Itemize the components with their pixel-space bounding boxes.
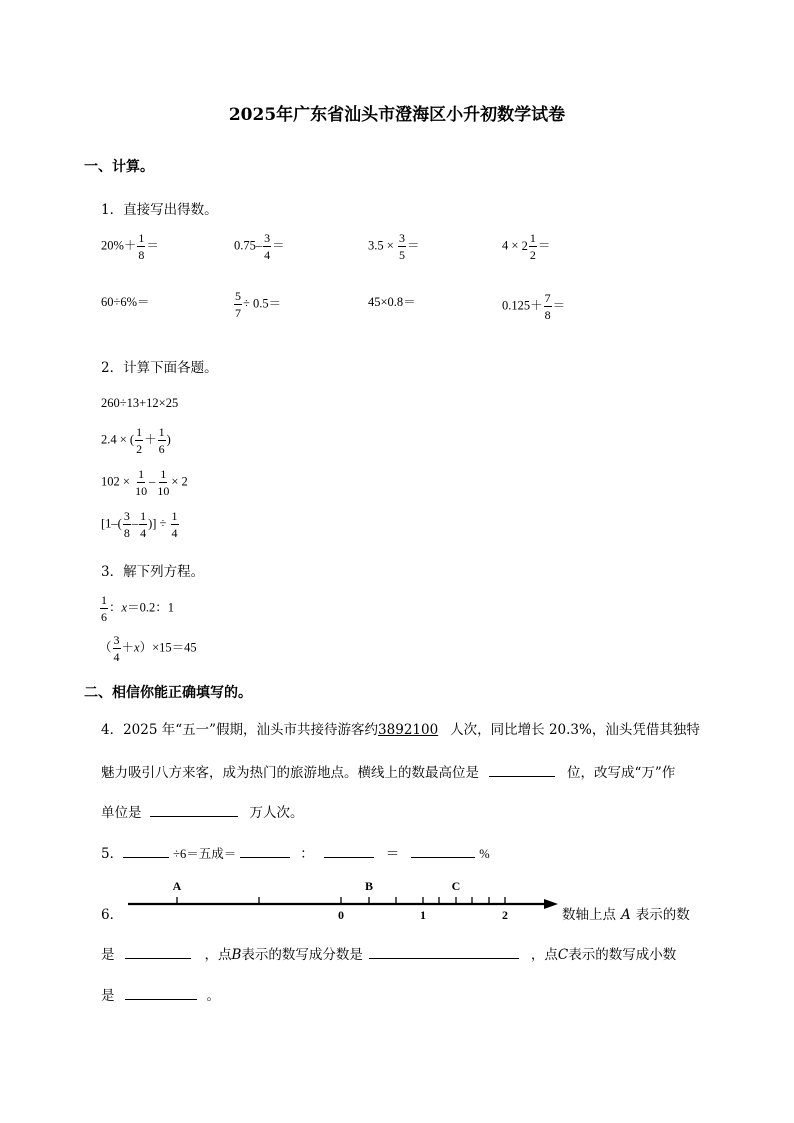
expr-text: 2.4 × ( — [101, 432, 135, 447]
answer-blank-ratio-second[interactable] — [324, 845, 374, 858]
answer-blank-percent[interactable] — [411, 845, 475, 858]
q2-problem-1: 260÷13+12×25 — [101, 396, 179, 410]
numerator: 1 — [136, 425, 143, 439]
denominator: 6 — [101, 610, 107, 624]
mixed-number — [522, 232, 538, 261]
q4-text: 单位是 — [101, 805, 142, 821]
fraction — [234, 290, 242, 319]
numerator: 1 — [171, 509, 178, 523]
numerator: 3 — [113, 633, 120, 647]
q1-expression-5: 60÷6%＝ — [101, 295, 150, 309]
expr-text: ）×15＝45 — [139, 640, 197, 655]
q5-text: ÷6＝五成＝ — [173, 847, 237, 861]
q4-text: 万人次。 — [249, 805, 304, 821]
q1-expression-1 — [101, 232, 159, 261]
expr-text: × 2 — [171, 474, 188, 489]
whole-part: 2 — [521, 239, 528, 253]
fraction — [134, 468, 148, 497]
q6-text: 表示的数写成小数 — [568, 947, 677, 963]
fraction — [137, 232, 145, 261]
expr-text: 4 × — [502, 238, 522, 253]
expr-text: （ — [99, 640, 112, 655]
q4-text: 位，改写成“万”作 — [567, 765, 676, 781]
expr-text: – — [149, 474, 156, 489]
q6-text: 表示的数写成分数是 — [241, 947, 363, 963]
fraction — [123, 510, 131, 539]
expr-text: 102 × — [101, 474, 134, 489]
fraction — [529, 232, 537, 261]
point-label-a: A — [172, 879, 182, 893]
q1-expression-4 — [502, 232, 550, 261]
denominator: 10 — [157, 484, 170, 498]
arrowhead-icon — [544, 899, 558, 909]
numerator: 5 — [235, 289, 241, 303]
expr-text: 3.5 × — [368, 238, 397, 253]
denominator: 8 — [138, 248, 145, 262]
fraction — [398, 232, 406, 261]
fraction — [158, 426, 166, 455]
question-6-line-3 — [101, 987, 220, 1004]
fraction — [544, 292, 552, 321]
numerator: 1 — [140, 509, 147, 523]
expr-text: 0.125＋ — [502, 298, 543, 313]
variable: x — [121, 600, 128, 615]
denominator: 2 — [529, 248, 536, 262]
q2-problem-2 — [101, 426, 171, 455]
numerator: 3 — [398, 231, 405, 245]
question-1-label: 1．直接写出得数。 — [101, 202, 218, 218]
expr-text: [1–( — [101, 516, 122, 531]
question-4-line-1 — [101, 724, 700, 738]
q6-text: 是 — [101, 947, 115, 963]
q5-text: ＝ — [385, 846, 400, 862]
denominator: 10 — [135, 484, 148, 498]
point-label-c: C — [451, 879, 461, 893]
section-heading-calculation: 一、计算。 — [84, 159, 154, 175]
numerator: 1 — [138, 467, 145, 481]
denominator: 6 — [158, 442, 165, 456]
question-3-label: 3．解下列方程。 — [101, 564, 205, 580]
q6-text: 是 — [101, 988, 115, 1004]
denominator: 4 — [140, 526, 147, 540]
q4-text: 人次，同比增长 20.3%，汕头凭借其独特 — [450, 722, 700, 738]
variable: x — [134, 640, 140, 655]
q1-expression-2 — [234, 232, 285, 261]
variable: C — [557, 947, 569, 963]
numerator: 1 — [160, 467, 167, 481]
fraction — [156, 468, 170, 497]
question-6-line-1 — [562, 909, 690, 923]
expr-text: ＋ — [144, 432, 157, 447]
denominator: 4 — [264, 248, 271, 262]
q4-text: 魅力吸引八方来客，成为热门的旅游地点。横线上的数最高位是 — [101, 765, 479, 781]
q1-expression-6 — [233, 290, 281, 319]
q6-text: 表示的数 — [635, 907, 690, 923]
expr-text: ) — [166, 432, 171, 447]
numerator: 3 — [264, 231, 271, 245]
answer-blank-highest-place[interactable] — [489, 764, 555, 777]
question-6-line-2 — [101, 946, 676, 963]
expr-text: ＋ — [121, 640, 135, 655]
denominator: 7 — [235, 306, 241, 320]
page-title: 2025年广东省汕头市澄海区小升初数学试卷 — [228, 105, 566, 125]
q3-equation-1 — [99, 594, 174, 623]
expr-text: 0.75– — [234, 238, 263, 253]
denominator: 8 — [123, 526, 130, 540]
numerator: 1 — [101, 593, 107, 607]
answer-blank-ratio-first[interactable] — [240, 845, 290, 858]
denominator: 8 — [544, 308, 551, 322]
q1-expression-8 — [502, 292, 565, 321]
section-heading-fill-in: 二、相信你能正确填写的。 — [84, 685, 252, 701]
fraction — [171, 510, 179, 539]
fraction — [113, 634, 121, 663]
question-6-number: 6． — [101, 907, 124, 923]
denominator: 5 — [398, 248, 405, 262]
underlined-number: 3892100 — [378, 722, 439, 738]
expr-text: ： — [109, 600, 122, 615]
question-2-label: 2．计算下面各题。 — [101, 360, 218, 376]
expr-text: )] ÷ — [148, 516, 170, 531]
denominator: 4 — [113, 650, 120, 664]
numerator: 7 — [544, 291, 551, 305]
expr-text: ＝ — [406, 238, 420, 253]
denominator: 2 — [136, 442, 143, 456]
q1-expression-7: 45×0.8＝ — [368, 295, 416, 309]
numerator: 3 — [123, 509, 130, 523]
numerator: 1 — [529, 231, 536, 245]
q6-text: 数轴上点 — [562, 907, 616, 923]
numerator: 1 — [158, 425, 165, 439]
fraction — [139, 510, 147, 539]
expr-text: ÷ 0.5＝ — [243, 296, 282, 311]
q2-problem-3 — [101, 468, 188, 497]
q5-text: ： — [300, 846, 314, 862]
point-label-b: B — [364, 879, 374, 893]
q6-text: ，点 — [204, 947, 232, 963]
tick-label-0: 0 — [338, 908, 344, 922]
variable: B — [231, 947, 242, 963]
q3-equation-2 — [99, 634, 197, 663]
q6-text: ，点 — [530, 947, 558, 963]
denominator: 4 — [171, 526, 178, 540]
answer-blank-ten-thousands[interactable] — [150, 804, 238, 817]
question-4-line-2 — [101, 764, 675, 781]
tick-label-1: 1 — [420, 908, 426, 922]
answer-blank-point-c[interactable] — [125, 987, 197, 1000]
fraction — [263, 232, 271, 261]
expr-text: ＝ — [552, 298, 566, 313]
question-4-line-3 — [101, 804, 304, 821]
answer-blank-point-b[interactable] — [369, 946, 519, 959]
number-line — [120, 872, 560, 922]
q5-text: % — [479, 847, 490, 861]
question-5-line — [101, 845, 490, 862]
q1-expression-3 — [368, 232, 419, 261]
answer-blank-point-a[interactable] — [125, 946, 191, 959]
answer-blank-dividend[interactable] — [123, 845, 169, 858]
expr-text: ＝ — [146, 238, 159, 253]
q2-problem-4 — [101, 510, 180, 539]
q4-text: 4．2025 年“五一”假期，汕头市共接待游客约 — [101, 722, 379, 738]
fraction — [100, 594, 108, 623]
tick-label-2: 2 — [502, 908, 508, 922]
fraction — [135, 426, 143, 455]
expr-text: 20%＋ — [101, 238, 137, 253]
expr-text: ＝ — [537, 238, 551, 253]
expr-text: – — [131, 516, 139, 531]
numerator: 1 — [138, 231, 145, 245]
expr-text: ＝ — [272, 238, 285, 253]
q5-text: 5． — [101, 846, 124, 862]
expr-text: ＝0.2：1 — [127, 600, 174, 615]
variable: A — [621, 907, 631, 923]
q6-text: 。 — [206, 988, 220, 1004]
